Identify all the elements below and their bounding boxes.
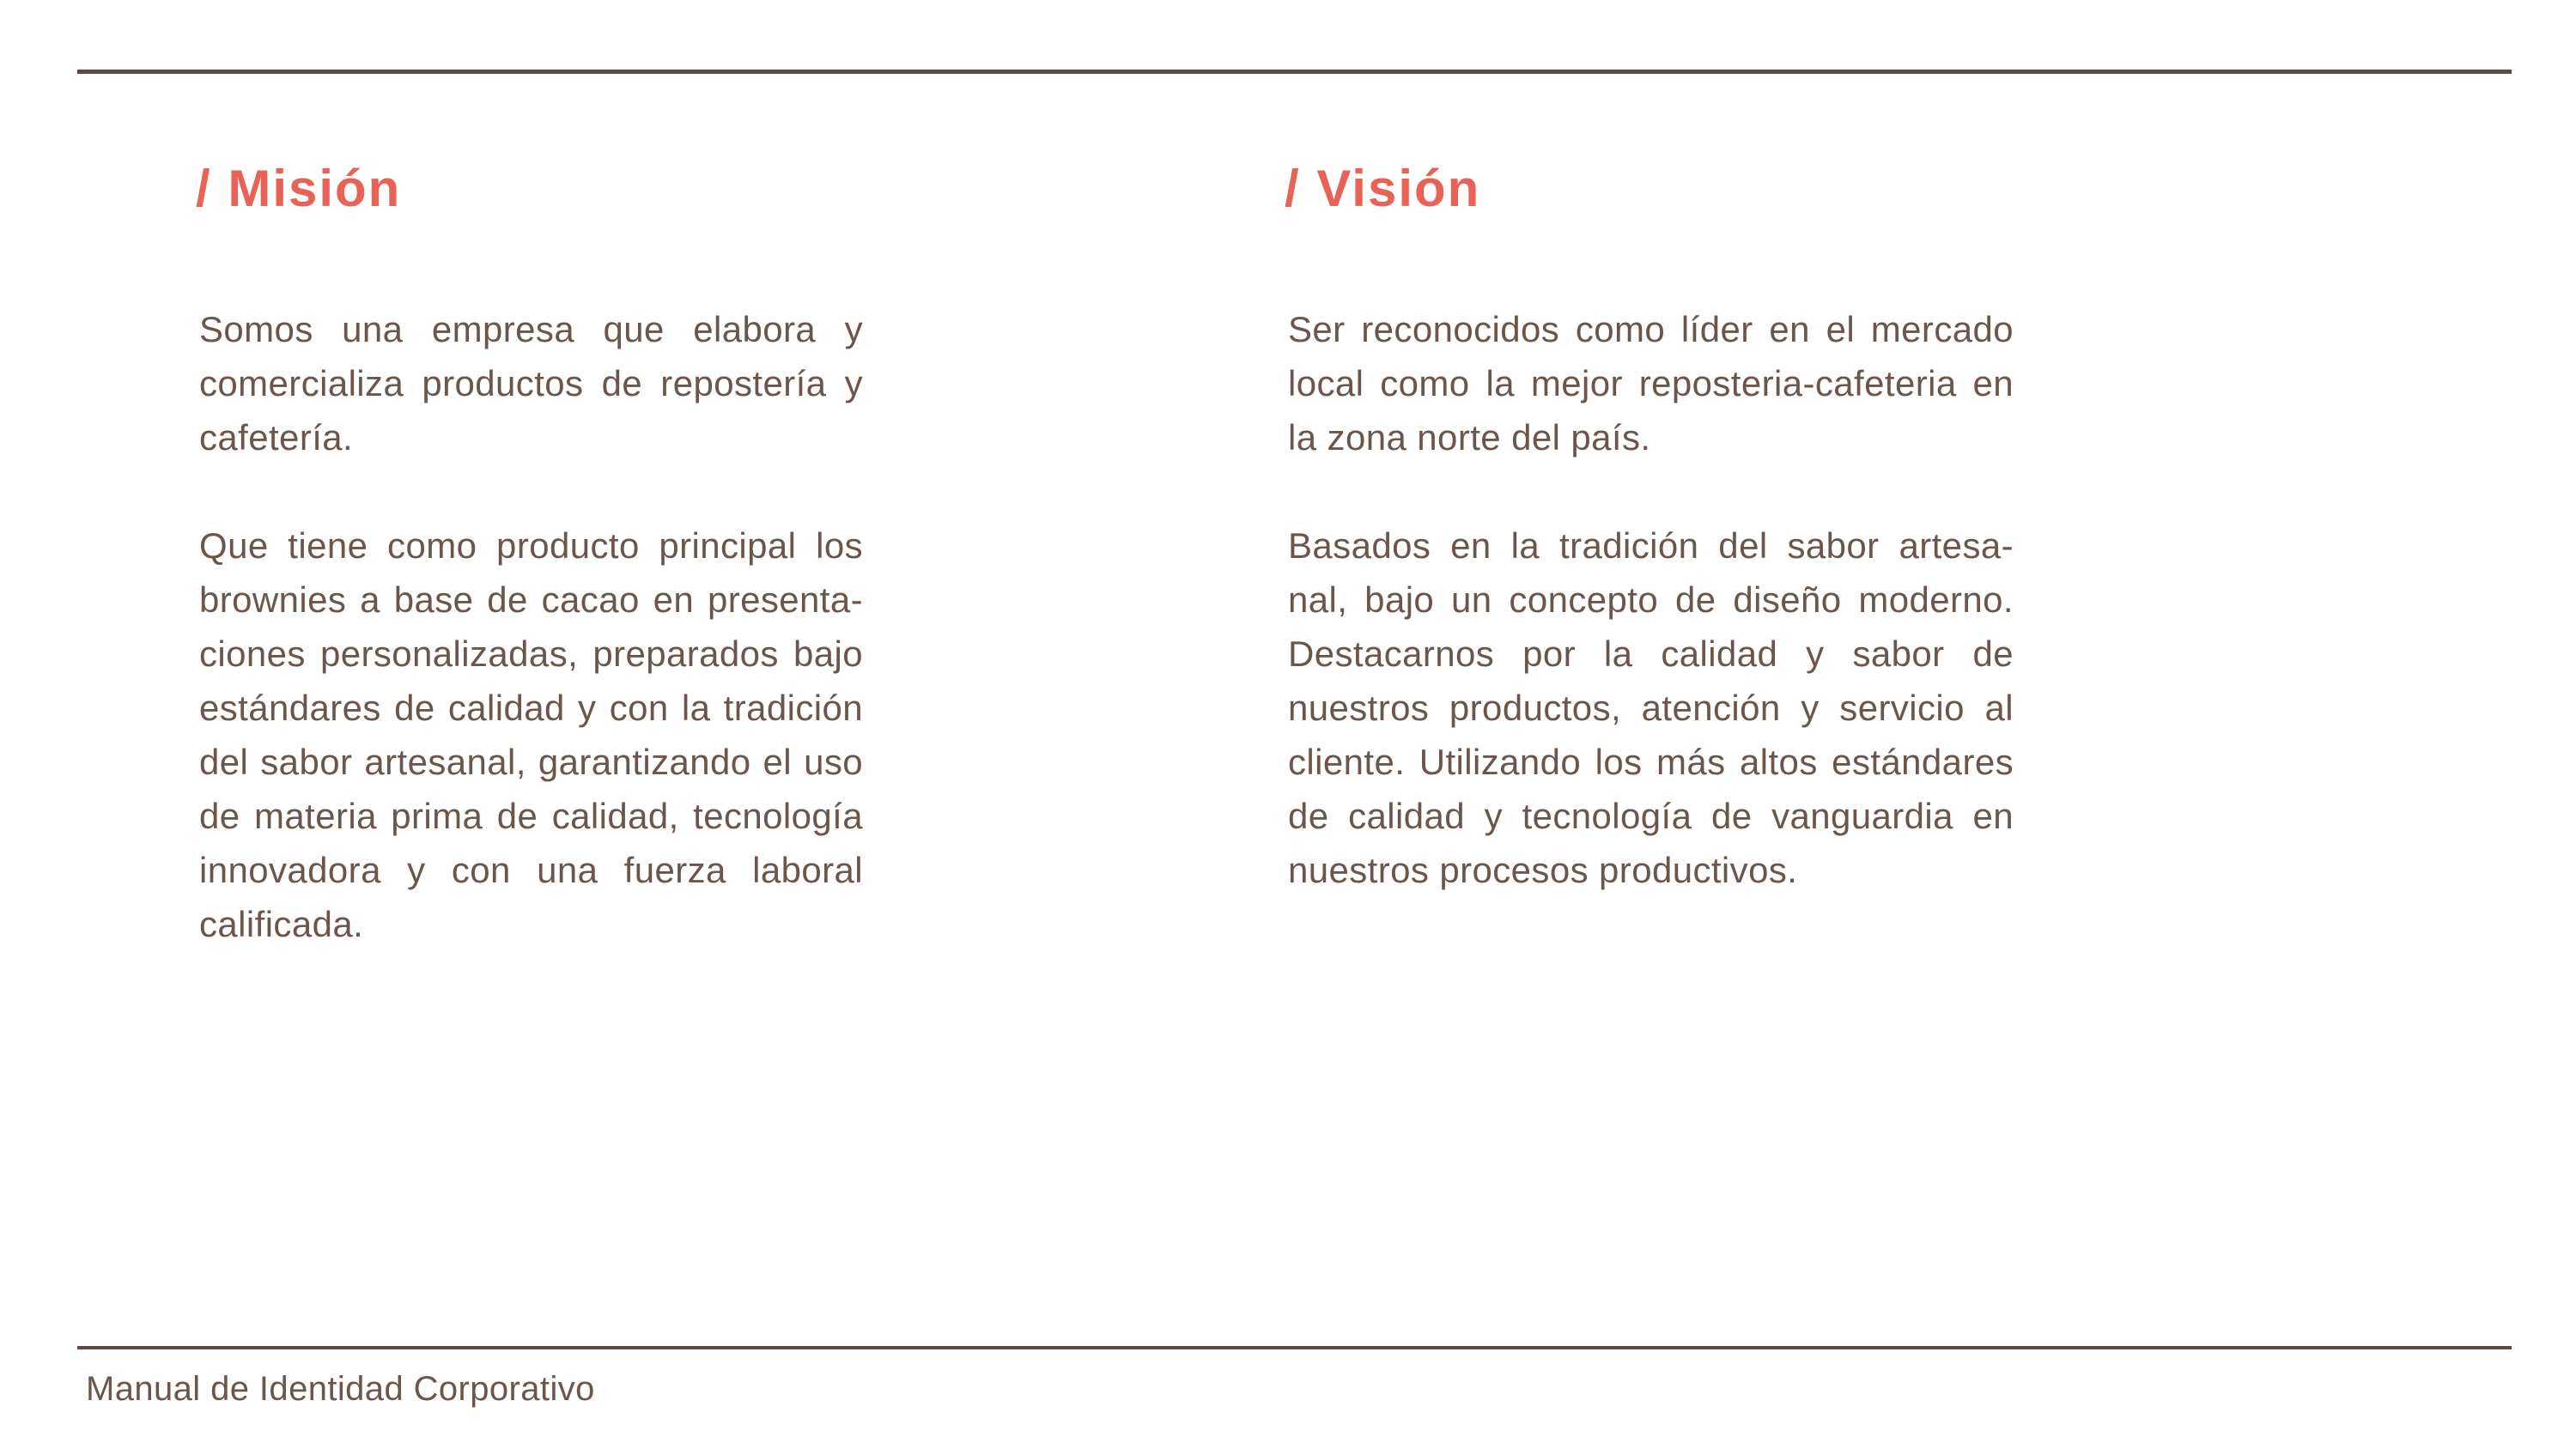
text-line: innovadora y con una fuerza laboral — [199, 850, 863, 890]
text-line: estándares de calidad y con la tradición — [199, 688, 863, 728]
text-line: Basados en la tradición del sabor artesa- — [1288, 525, 2014, 566]
text-line: Destacarnos por la calidad y sabor de — [1288, 634, 2014, 674]
text-line: cliente. Utilizando los más altos estándares — [1288, 742, 2014, 782]
text-line: del sabor artesanal, garantizando el uso — [199, 742, 863, 782]
mission-body — [199, 302, 863, 951]
text-line: calificada. — [199, 904, 364, 944]
text-line: Somos una empresa que elabora y — [199, 309, 863, 349]
text-line: la zona norte del país. — [1288, 417, 1651, 458]
top-rule — [77, 70, 2512, 74]
vision-heading: / Visión — [1285, 160, 1481, 217]
text-line: de materia prima de calidad, tecnología — [199, 796, 863, 836]
paragraph — [199, 302, 863, 464]
bottom-rule — [77, 1346, 2512, 1349]
paragraph — [199, 518, 863, 951]
mission-heading: / Misión — [196, 160, 402, 217]
footer-title: Manual de Identidad Corporativo — [86, 1370, 595, 1408]
text-line: cafetería. — [199, 417, 354, 458]
text-line: nal, bajo un concepto de diseño moderno. — [1288, 579, 2014, 620]
text-line: Que tiene como producto principal los — [199, 525, 863, 566]
paragraph — [1288, 302, 2014, 464]
paragraph — [1288, 518, 2014, 897]
text-line: de calidad y tecnología de vanguardia en — [1288, 796, 2014, 836]
text-line: comercializa productos de repostería y — [199, 363, 863, 403]
vision-body — [1288, 302, 2014, 897]
text-line: Ser reconocidos como líder en el mercado — [1288, 309, 2014, 349]
text-line: brownies a base de cacao en presenta- — [199, 579, 863, 620]
text-line: nuestros procesos productivos. — [1288, 850, 1798, 890]
text-line: ciones personalizadas, preparados bajo — [199, 634, 863, 674]
text-line: local como la mejor reposteria-cafeteria en — [1288, 363, 2014, 403]
text-line: nuestros productos, atención y servicio al — [1288, 688, 2014, 728]
